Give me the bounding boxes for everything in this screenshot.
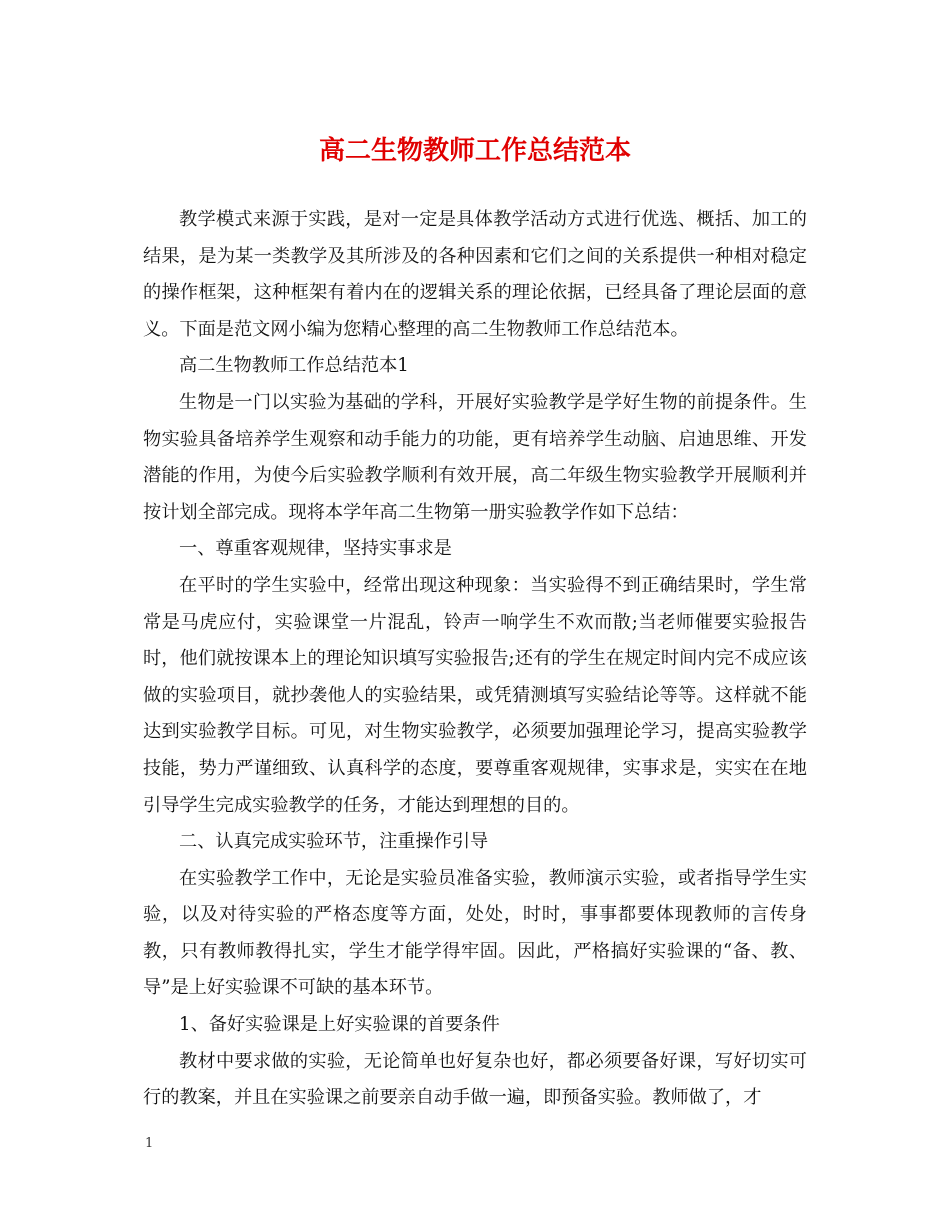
- document-title: 高二生物教师工作总结范本: [318, 136, 631, 166]
- section-heading-1: 一、尊重客观规律，坚持实事求是: [179, 538, 452, 560]
- page-number: 1: [145, 1136, 154, 1151]
- body-paragraph: 在平时的学生实验中，经常出现这种现象：当实验得不到正确结果时，学生常常是马虎应付，实验课堂一片混乱，铃声一响学生不欢而散;当老师催要实验报告时，他们就按课本上的理论知识填写实验报告;还有的学生在规定时间内完不成应该做的实验项目，就抄袭他人的实验结果，或凭猜测填写实验结论等等。这样就不能达到实验教学目标。可见，对生物实验教学，必须要加强理论学习，提高实验教学技能，势力严谨细致、认真科学的态度，要尊重客观规律，实事求是，实实在在地引导学生完成实验教学的任务，才能达到理想的目的。: [143, 574, 807, 816]
- section-heading-sample-1: 高二生物教师工作总结范本1: [179, 355, 409, 377]
- intro-paragraph: 教学模式来源于实践，是对一定是具体教学活动方式进行优选、概括、加工的结果，是为某一类教学及其所涉及的各种因素和它们之间的关系提供一种相对稳定的操作框架，这种框架有着内在的逻辑关系的理论依据，已经具备了理论层面的意义。下面是范文网小编为您精心整理的高二生物教师工作总结范本。: [143, 209, 807, 340]
- body-paragraph: 生物是一门以实验为基础的学科，开展好实验教学是学好生物的前提条件。生物实验具备培养学生观察和动手能力的功能，更有培养学生动脑、启迪思维、开发潜能的作用，为使今后实验教学顺利有效开展，高二年级生物实验教学开展顺利并按计划全部完成。现将本学年高二生物第一册实验教学作如下总结：: [143, 391, 807, 523]
- document-body: [143, 202, 807, 1117]
- body-paragraph: 在实验教学工作中，无论是实验员准备实验，教师演示实验，或者指导学生实验，以及对待实验的严格态度等方面，处处，时时，事事都要体现教师的言传身教，只有教师教得扎实，学生才能学得牢固。因此，严格搞好实验课的“备、教、导”是上好实验课不可缺的基本环节。: [143, 867, 807, 999]
- section-heading-2: 二、认真完成实验环节，注重操作引导: [179, 831, 489, 853]
- subsection-heading-1: 1、备好实验课是上好实验课的首要条件: [179, 1014, 500, 1036]
- body-paragraph: 教材中要求做的实验，无论简单也好复杂也好，都必须要备好课，写好切实可行的教案，并且在实验课之前要亲自动手做一遍，即预备实验。教师做了，才: [143, 1050, 807, 1109]
